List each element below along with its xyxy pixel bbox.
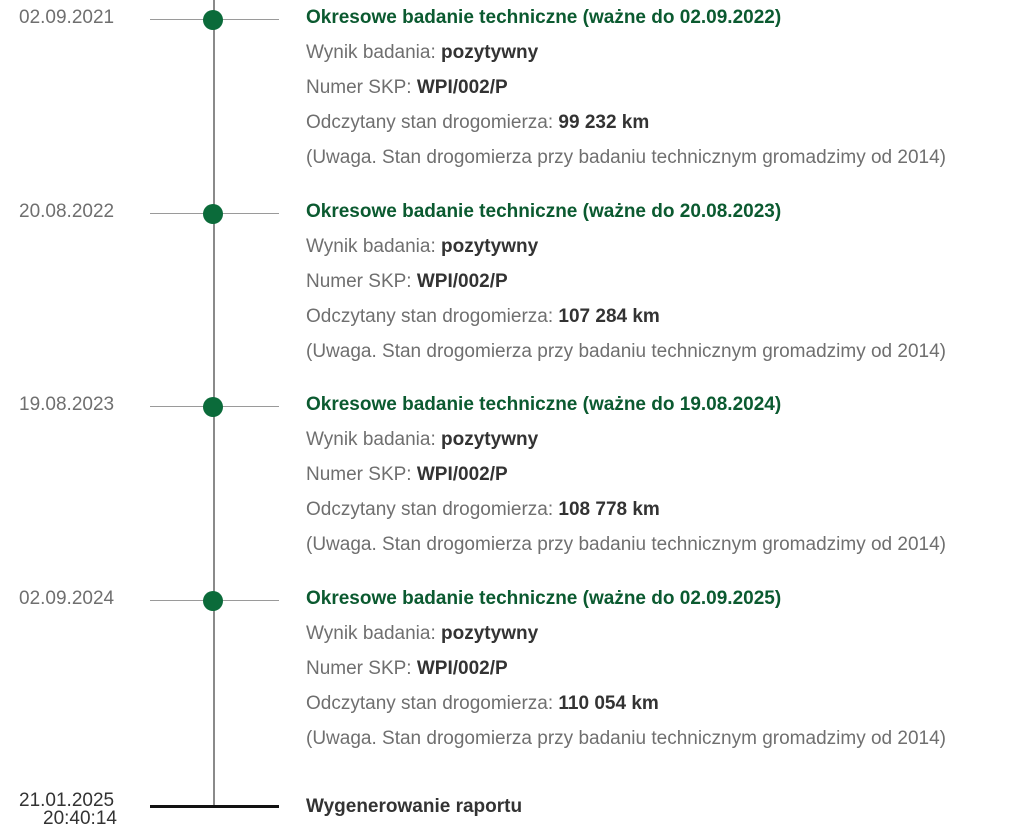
report-time: 20:40:14 [43,808,117,829]
odometer-value: 110 054 km [558,693,659,714]
entry-title: Okresowe badanie techniczne (ważne do 20.08.2023) [306,201,782,222]
entry-date: 20.08.2022 [19,201,115,222]
result-label: Wynik badania: [306,236,436,257]
odometer-line [306,306,1032,341]
skp-label: Numer SKP: [306,658,412,679]
odometer-line [306,693,1032,728]
skp-label: Numer SKP: [306,464,412,485]
skp-label: Numer SKP: [306,77,412,98]
skp-value: WPI/002/P [416,658,508,679]
odometer-label: Odczytany stan drogomierza: [306,112,554,133]
odometer-line [306,112,1032,147]
skp-line [306,271,1032,306]
result-label: Wynik badania: [306,623,436,644]
odometer-note: (Uwaga. Stan drogomierza przy badaniu technicznym gromadzimy od 2014) [306,728,946,749]
entry-title: Okresowe badanie techniczne (ważne do 19.08.2024) [306,394,782,415]
entry-title: Okresowe badanie techniczne (ważne do 02.09.2025) [306,588,782,609]
report-date: 21.01.2025 [19,790,115,811]
entry-date: 02.09.2024 [19,588,115,609]
timeline-end-bar [150,805,279,808]
odometer-note: (Uwaga. Stan drogomierza przy badaniu technicznym gromadzimy od 2014) [306,147,946,168]
timeline-dot-icon [203,204,223,224]
odometer-value: 99 232 km [558,112,650,133]
odometer-value: 107 284 km [558,306,660,327]
timeline-dot-icon [203,10,223,30]
entry-date: 19.08.2023 [19,394,115,415]
skp-line [306,464,1032,499]
entry-body [306,588,1032,763]
entry-body [306,394,1032,569]
entry-body [306,201,1032,376]
entry-title: Okresowe badanie techniczne (ważne do 02.09.2022) [306,7,782,28]
skp-line [306,658,1032,693]
odometer-note: (Uwaga. Stan drogomierza przy badaniu technicznym gromadzimy od 2014) [306,534,946,555]
entry-body [306,7,1032,182]
result-value: pozytywny [441,623,539,644]
result-line [306,623,1032,658]
odometer-note: (Uwaga. Stan drogomierza przy badaniu technicznym gromadzimy od 2014) [306,341,946,362]
result-label: Wynik badania: [306,42,436,63]
entry-date: 02.09.2021 [19,7,115,28]
odometer-line [306,499,1032,534]
result-line [306,429,1032,464]
report-generated-entry [0,792,1032,833]
odometer-label: Odczytany stan drogomierza: [306,693,554,714]
timeline-dot-icon [203,591,223,611]
skp-value: WPI/002/P [416,464,508,485]
result-label: Wynik badania: [306,429,436,450]
result-value: pozytywny [441,42,539,63]
odometer-value: 108 778 km [558,499,660,520]
timeline-dot-icon [203,397,223,417]
result-line [306,236,1032,271]
result-line [306,42,1032,77]
skp-value: WPI/002/P [416,77,508,98]
skp-label: Numer SKP: [306,271,412,292]
result-value: pozytywny [441,236,539,257]
skp-value: WPI/002/P [416,271,508,292]
skp-line [306,77,1032,112]
odometer-label: Odczytany stan drogomierza: [306,306,554,327]
report-generated-label: Wygenerowanie raportu [306,796,523,817]
odometer-label: Odczytany stan drogomierza: [306,499,554,520]
result-value: pozytywny [441,429,539,450]
